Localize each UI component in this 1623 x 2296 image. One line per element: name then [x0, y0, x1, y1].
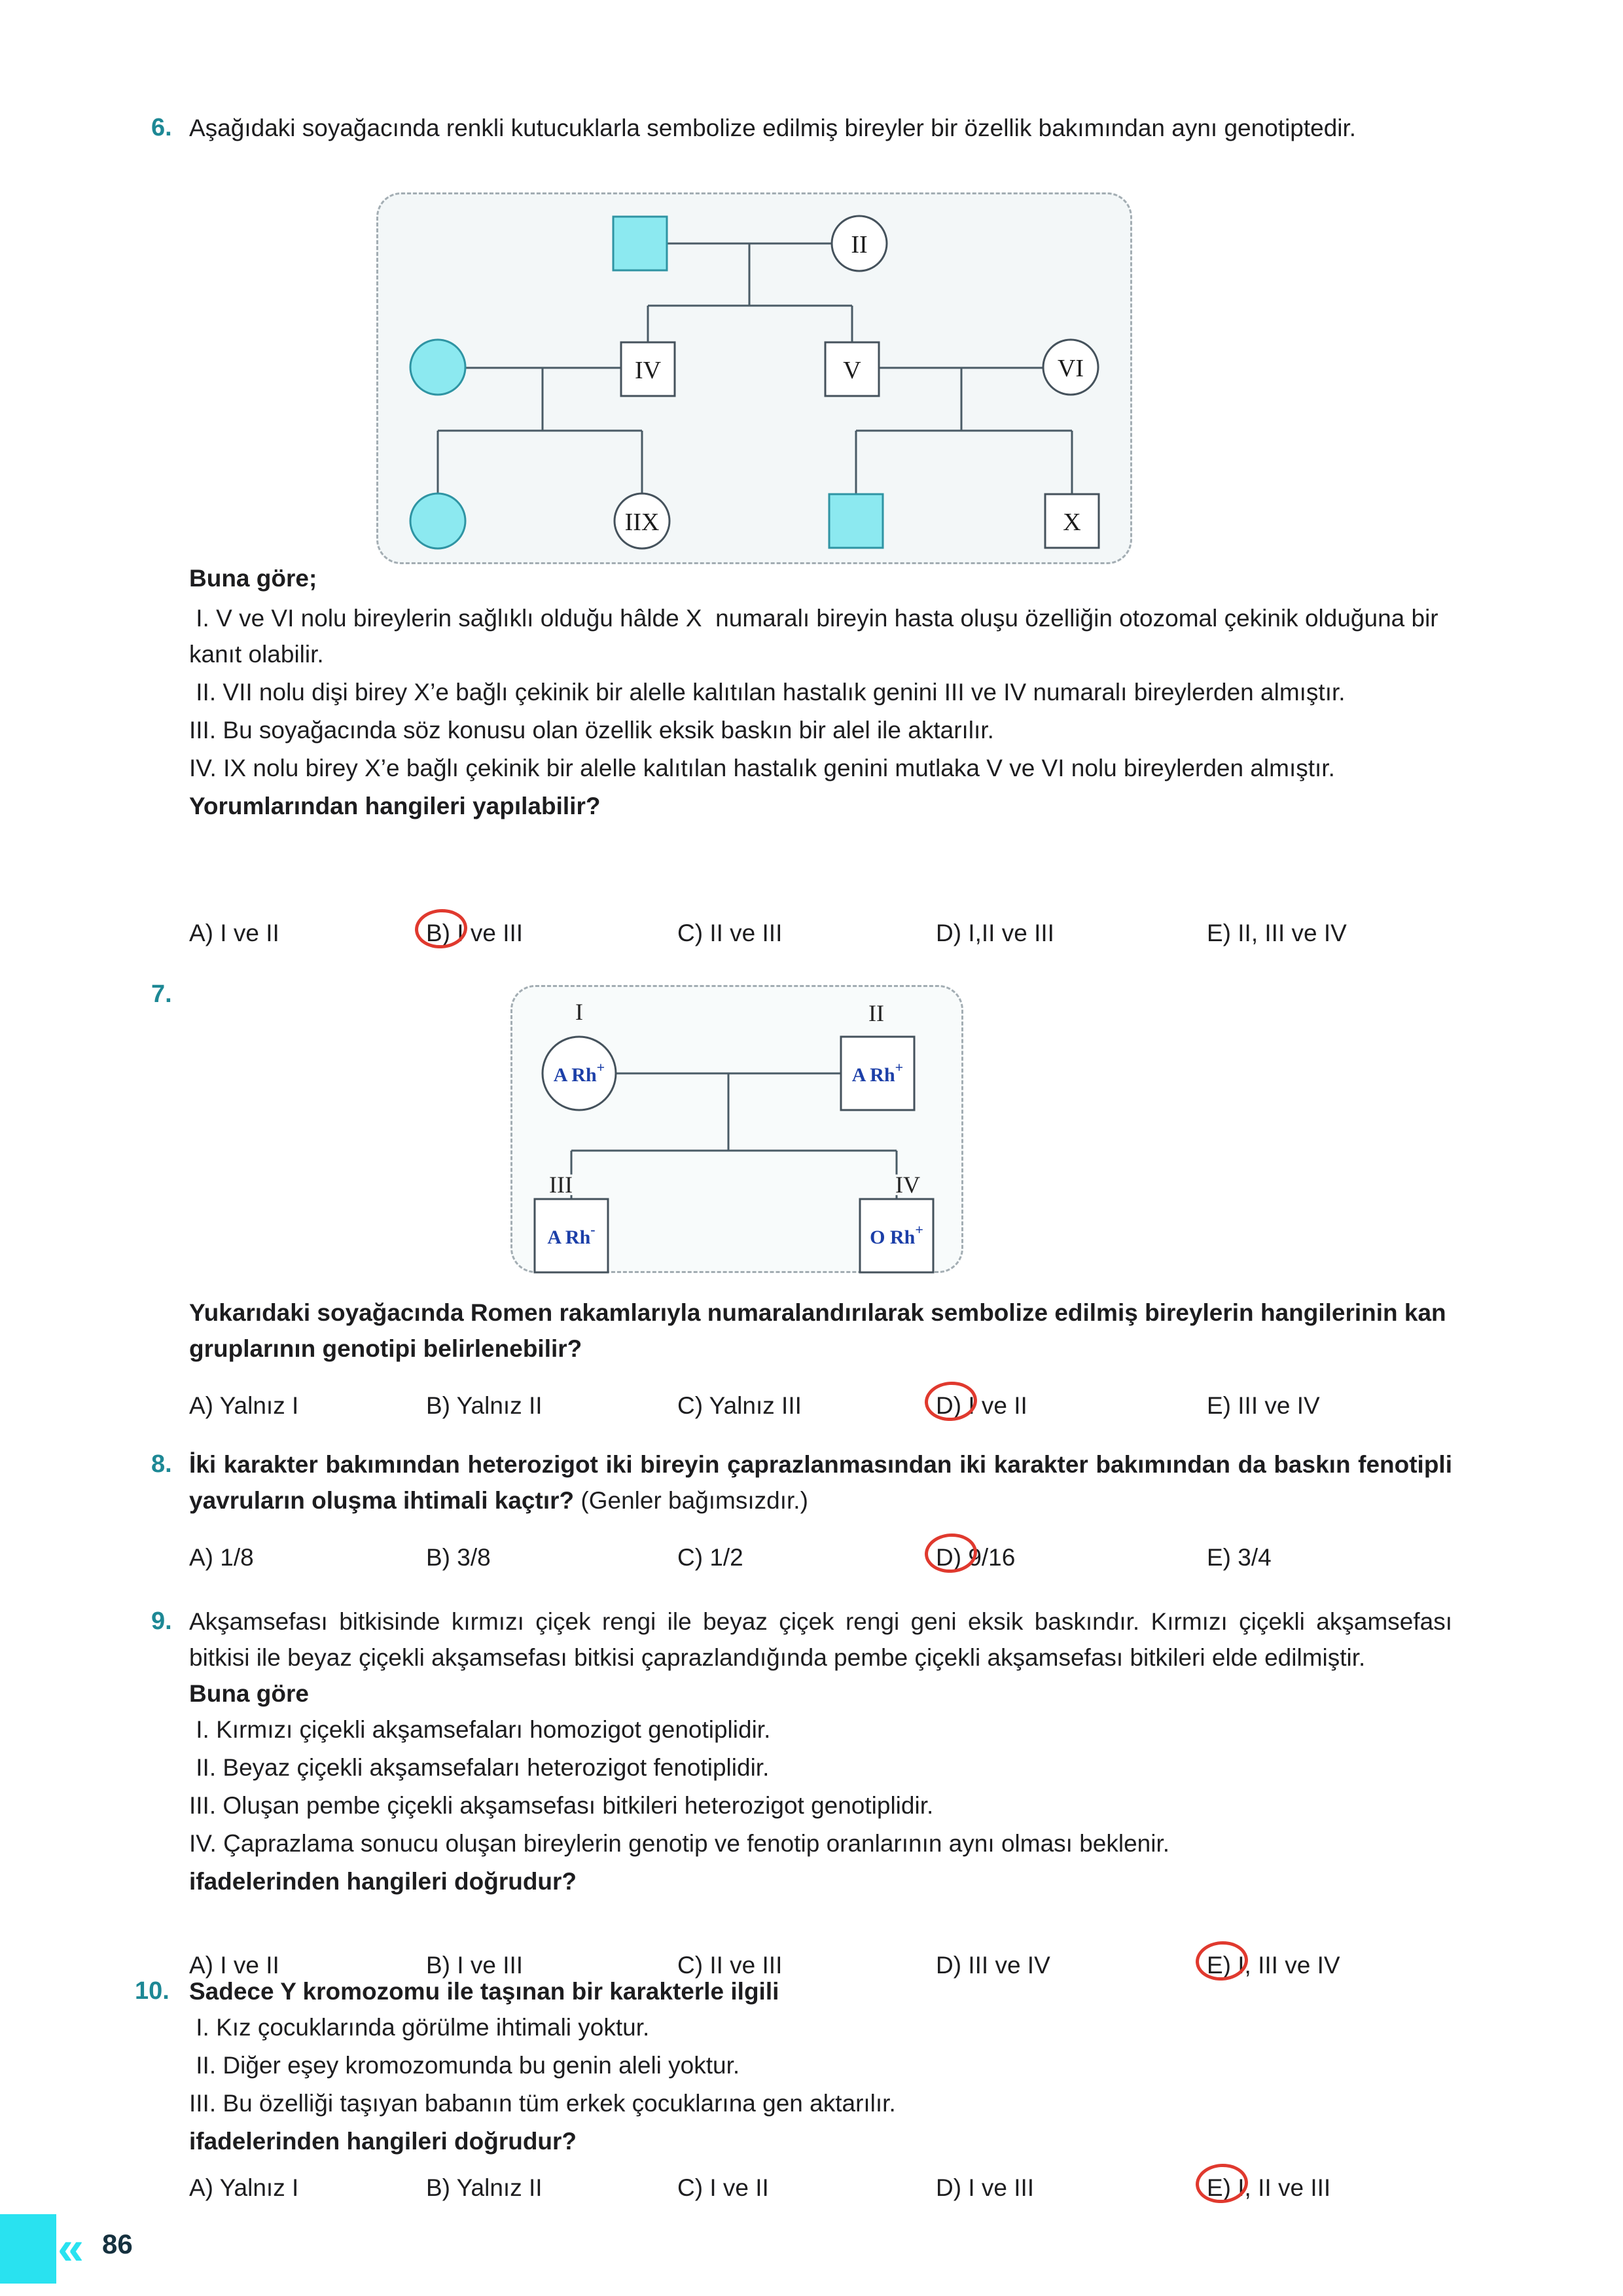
question-prompt: Yukarıdaki soyağacında Romen rakamlarıyla numaralandırılarak sembolize edilmiş bireylerin hangilerinin kan gruplarının genotipi belirlenebilir?: [189, 1299, 1446, 1362]
chevron-left-icon: «: [58, 2222, 84, 2274]
question-prompt: ifadelerinden hangileri doğrudur?: [189, 2128, 577, 2155]
option-letter: E): [1207, 920, 1231, 946]
option-letter: C): [677, 1392, 704, 1419]
colored-female-circle: [410, 493, 465, 548]
option-letter: D): [936, 2174, 962, 2201]
option-text: I, III ve IV: [1238, 1952, 1340, 1979]
pedigree-label: VI: [1057, 355, 1084, 382]
question-text-bold: İki karakter bakımından heterozigot iki bireyin çaprazlanmasından iki karakter bakımından da baskın fenotipli yavruların oluşma ihtimali kaçtır?: [189, 1451, 1452, 1514]
option-text: 3/4: [1238, 1544, 1272, 1571]
option-letter: D): [936, 1544, 962, 1571]
options-row-q8: [189, 1539, 1452, 1580]
option-letter: D): [936, 1952, 962, 1979]
option-letter: B): [426, 2174, 450, 2201]
question-text: [189, 1446, 1452, 1518]
option-a: [189, 1539, 254, 1575]
statement-4: IV. Çaprazlama sonucu oluşan bireylerin genotip ve fenotip oranlarının aynı olması beklenir.: [189, 1830, 1170, 1857]
option-text: Yalnız I: [219, 2174, 299, 2201]
option-d: [936, 2170, 1034, 2206]
question-text: Sadece Y kromozomu ile taşınan bir karakterle ilgili: [189, 1978, 779, 2005]
option-a: [189, 1388, 298, 1424]
question-prompt: ifadelerinden hangileri doğrudur?: [189, 1868, 577, 1895]
option-letter: C): [677, 2174, 704, 2201]
pedigree-label: X: [1063, 509, 1081, 536]
rh-sign: -: [590, 1221, 596, 1238]
option-letter: A): [189, 920, 213, 946]
option-text: I ve II: [220, 1952, 279, 1979]
option-letter: A): [189, 1544, 213, 1571]
question-6-head: [151, 110, 1452, 146]
pedigree-label: IIX: [624, 509, 660, 536]
option-e: [1207, 2170, 1330, 2206]
option-text: 3/8: [457, 1544, 491, 1571]
option-text: Yalnız I: [219, 1392, 299, 1419]
options-row-q6: [189, 915, 1452, 956]
pedigree-label: II: [868, 1000, 884, 1026]
question-number: 8.: [151, 1450, 172, 1478]
statement-4: IV. IX nolu birey X’e bağlı çekinik bir alelle kalıtılan hastalık genini mutlaka V ve VI nolu bireylerden almıştır.: [189, 755, 1335, 781]
question-prompt: Yorumlarından hangileri yapılabilir?: [189, 793, 601, 819]
pedigree-label: IV: [634, 357, 662, 384]
question-text: Akşamsefası bitkisinde kırmızı çiçek rengi ile beyaz çiçek rengi geni eksik baskındır. Kırmızı çiçekli akşamsefası bitkisi ile beyaz çiçekli akşamsefası bitkisi çaprazlandığında pembe çiçekli akşamsefası bitkileri elde edilmiştir.: [189, 1608, 1452, 1671]
option-text: II, III ve IV: [1238, 920, 1347, 946]
question-7-body: [189, 1295, 1452, 1367]
option-text: 9/16: [968, 1544, 1016, 1571]
options-row-q10: [189, 2170, 1452, 2210]
pedigree-label: V: [843, 357, 861, 384]
pedigree-chart-q7: [510, 985, 963, 1273]
statement-1: I. Kırmızı çiçekli akşamsefaları homozigot genotiplidir.: [189, 1716, 771, 1743]
option-letter: A): [189, 1392, 213, 1419]
colored-male-square: [829, 494, 883, 548]
option-text: Yalnız II: [456, 1392, 543, 1419]
question-6-body: [189, 560, 1452, 824]
option-text: I ve III: [968, 2174, 1035, 2201]
pedigree-label: IV: [895, 1172, 920, 1198]
page-corner-decoration: [0, 2214, 56, 2284]
option-b: [426, 2170, 543, 2206]
option-d: [936, 1388, 1027, 1424]
option-text: 1/8: [220, 1544, 254, 1571]
question-number: 6.: [151, 114, 172, 141]
question-number: 9.: [151, 1607, 172, 1635]
option-d: [936, 915, 1054, 951]
option-text: III ve IV: [968, 1952, 1050, 1979]
option-letter: A): [189, 2174, 213, 2201]
option-c: [677, 2170, 769, 2206]
option-text: III ve IV: [1238, 1392, 1320, 1419]
option-a: [189, 915, 279, 951]
option-e: [1207, 1539, 1272, 1575]
statement-1: I. Kız çocuklarında görülme ihtimali yoktur.: [189, 2014, 650, 2041]
question-8-head: [151, 1446, 1452, 1518]
option-text: 1/2: [709, 1544, 743, 1571]
option-text: I ve II: [968, 1392, 1027, 1419]
question-9-body: [151, 1604, 1452, 1899]
option-letter: E): [1207, 1952, 1231, 1979]
pedigree-svg-q6: [378, 194, 1134, 566]
blood-group: A Rh: [851, 1064, 895, 1086]
options-row-q7: [189, 1388, 1452, 1428]
option-c: [677, 1539, 743, 1575]
blood-group: A Rh: [547, 1227, 591, 1248]
option-letter: B): [426, 920, 450, 946]
option-letter: E): [1207, 1544, 1231, 1571]
blood-group: A Rh: [553, 1064, 597, 1086]
option-text: I, II ve III: [1238, 2174, 1331, 2201]
statement-3: III. Oluşan pembe çiçekli akşamsefası bitkileri heterozigot genotiplidir.: [189, 1792, 934, 1819]
option-text: I ve III: [457, 1952, 524, 1979]
option-text: II ve III: [709, 1952, 783, 1979]
rh-sign: +: [895, 1059, 904, 1075]
question-number: 7.: [151, 980, 172, 1008]
option-letter: C): [677, 1952, 704, 1979]
statement-2: II. Diğer eşey kromozomunda bu genin aleli yoktur.: [189, 2052, 740, 2079]
option-letter: B): [426, 1544, 450, 1571]
option-text: I,II ve III: [968, 920, 1054, 946]
option-letter: B): [426, 1952, 450, 1979]
option-letter: E): [1207, 1392, 1231, 1419]
option-letter: A): [189, 1952, 213, 1979]
option-letter: D): [936, 1392, 962, 1419]
question-number: 10.: [135, 1977, 169, 2005]
option-e: [1207, 1388, 1320, 1424]
option-text: I ve II: [709, 2174, 769, 2201]
pedigree-label: II: [851, 231, 868, 259]
option-text: II ve III: [709, 920, 783, 946]
lead-in-text: Buna göre;: [189, 565, 317, 592]
option-c: [677, 915, 782, 951]
colored-male-square: [613, 217, 667, 270]
question-10-body: [135, 1973, 1452, 2159]
rh-sign: +: [596, 1059, 605, 1075]
colored-female-circle: [410, 340, 465, 395]
lead-in-text: Buna göre: [189, 1680, 309, 1707]
pedigree-chart-q6: [376, 192, 1132, 564]
option-b: [426, 1539, 491, 1575]
option-letter: C): [677, 920, 704, 946]
option-letter: E): [1207, 2174, 1231, 2201]
option-e: [1207, 915, 1347, 951]
option-letter: C): [677, 1544, 704, 1571]
statement-1: I. V ve VI nolu bireylerin sağlıklı olduğu hâlde X numaralı bireyin hasta oluşu özelliğin otozomal çekinik olduğuna bir kanıt olabilir.: [189, 605, 1445, 668]
statement-2: II. Beyaz çiçekli akşamsefaları heterozigot fenotiplidir.: [189, 1754, 770, 1781]
option-text: Yalnız III: [709, 1392, 802, 1419]
page-number: 86: [102, 2229, 133, 2259]
option-text: Yalnız II: [456, 2174, 543, 2201]
rh-sign: +: [915, 1221, 923, 1238]
question-text-note: (Genler bağımsızdır.): [574, 1487, 808, 1514]
statement-3: III. Bu soyağacında söz konusu olan özellik eksik baskın bir alel ile aktarılır.: [189, 717, 994, 744]
option-text: I ve III: [457, 920, 524, 946]
pedigree-label: I: [575, 999, 583, 1025]
statement-3: III. Bu özelliği taşıyan babanın tüm erkek çocuklarına gen aktarılır.: [189, 2090, 896, 2117]
pedigree-svg-q7: [512, 987, 965, 1275]
option-a: [189, 2170, 298, 2206]
option-b: [426, 915, 523, 951]
statement-2: II. VII nolu dişi birey X’e bağlı çekinik bir alelle kalıtılan hastalık genini III ve IV numaralı bireylerden almıştır.: [189, 679, 1346, 706]
option-text: I ve II: [220, 920, 279, 946]
question-text: Aşağıdaki soyağacında renkli kutucuklarla sembolize edilmiş bireyler bir özellik bakımından aynı genotiptedir.: [189, 115, 1357, 141]
option-letter: B): [426, 1392, 450, 1419]
option-d: [936, 1539, 1015, 1575]
pedigree-label: III: [549, 1172, 573, 1198]
option-letter: D): [936, 920, 962, 946]
option-b: [426, 1388, 543, 1424]
blood-group: O Rh: [870, 1227, 916, 1248]
option-c: [677, 1388, 802, 1424]
